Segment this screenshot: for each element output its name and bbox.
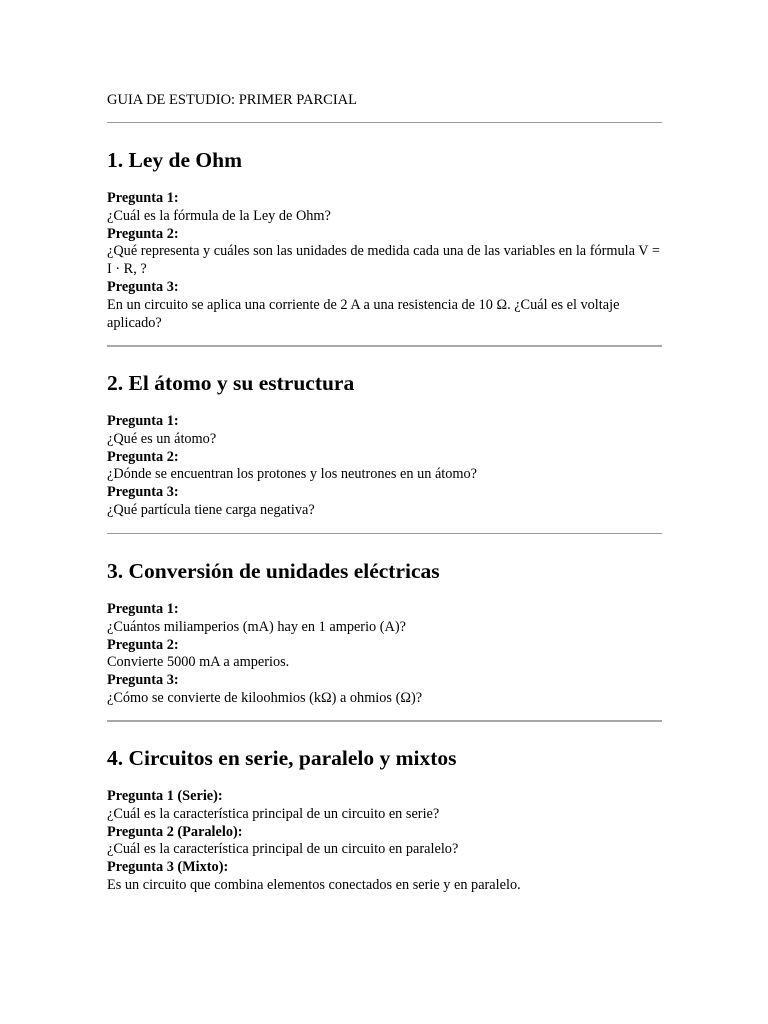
- divider: [107, 122, 662, 123]
- question-text: ¿Qué partícula tiene carga negativa?: [107, 501, 315, 518]
- question-label: Pregunta 1:: [107, 413, 179, 429]
- question-list: [107, 190, 662, 332]
- question-text: ¿Qué representa y cuáles son las unidades de medida cada una de las variables en la fórmula V = I · R, ?: [107, 243, 660, 278]
- section-heading: 2. El átomo y su estructura: [107, 371, 355, 395]
- question-list: [107, 788, 662, 895]
- question-text: ¿Cómo se convierte de kiloohmios (kΩ) a ohmios (Ω)?: [107, 689, 423, 706]
- section-atomo: [107, 370, 662, 520]
- question-text: ¿Cuántos miliamperios (mA) hay en 1 amperio (A)?: [107, 618, 406, 635]
- section-conversion-unidades: [107, 558, 662, 708]
- question-list: [107, 601, 662, 708]
- question-text: ¿Cuál es la característica principal de un circuito en paralelo?: [107, 841, 459, 858]
- document-title: GUIA DE ESTUDIO: PRIMER PARCIAL: [107, 92, 358, 108]
- question-label: Pregunta 3:: [107, 484, 179, 501]
- section-ley-de-ohm: [107, 147, 662, 332]
- question-label: Pregunta 1:: [107, 601, 179, 617]
- question-label: Pregunta 3:: [107, 278, 179, 295]
- question-text: Convierte 5000 mA a amperios.: [107, 654, 290, 671]
- question-label: Pregunta 3 (Mixto):: [107, 859, 229, 876]
- question-list: [107, 413, 662, 520]
- section-heading: 4. Circuitos en serie, paralelo y mixtos: [107, 746, 457, 770]
- question-label: Pregunta 1 (Serie):: [107, 788, 223, 804]
- question-text: ¿Cuál es la fórmula de la Ley de Ohm?: [107, 207, 331, 224]
- question-text: ¿Dónde se encuentran los protones y los neutrones en un átomo?: [107, 466, 478, 483]
- question-label: Pregunta 2 (Paralelo):: [107, 823, 243, 840]
- section-circuitos: [107, 745, 662, 895]
- divider: [107, 345, 662, 347]
- question-text: ¿Qué es un átomo?: [107, 430, 217, 447]
- section-heading: 3. Conversión de unidades eléctricas: [107, 559, 440, 583]
- question-text: En un circuito se aplica una corriente de 2 A a una resistencia de 10 Ω. ¿Cuál es el voltaje aplicado?: [107, 296, 620, 331]
- question-label: Pregunta 2:: [107, 636, 179, 653]
- question-label: Pregunta 1:: [107, 190, 179, 206]
- question-label: Pregunta 2:: [107, 225, 179, 242]
- section-heading: 1. Ley de Ohm: [107, 148, 242, 172]
- question-text: Es un circuito que combina elementos conectados en serie y en paralelo.: [107, 876, 521, 893]
- divider: [107, 720, 662, 722]
- question-label: Pregunta 3:: [107, 672, 179, 689]
- question-text: ¿Cuál es la característica principal de un circuito en serie?: [107, 805, 440, 822]
- divider: [107, 533, 662, 534]
- question-label: Pregunta 2:: [107, 448, 179, 465]
